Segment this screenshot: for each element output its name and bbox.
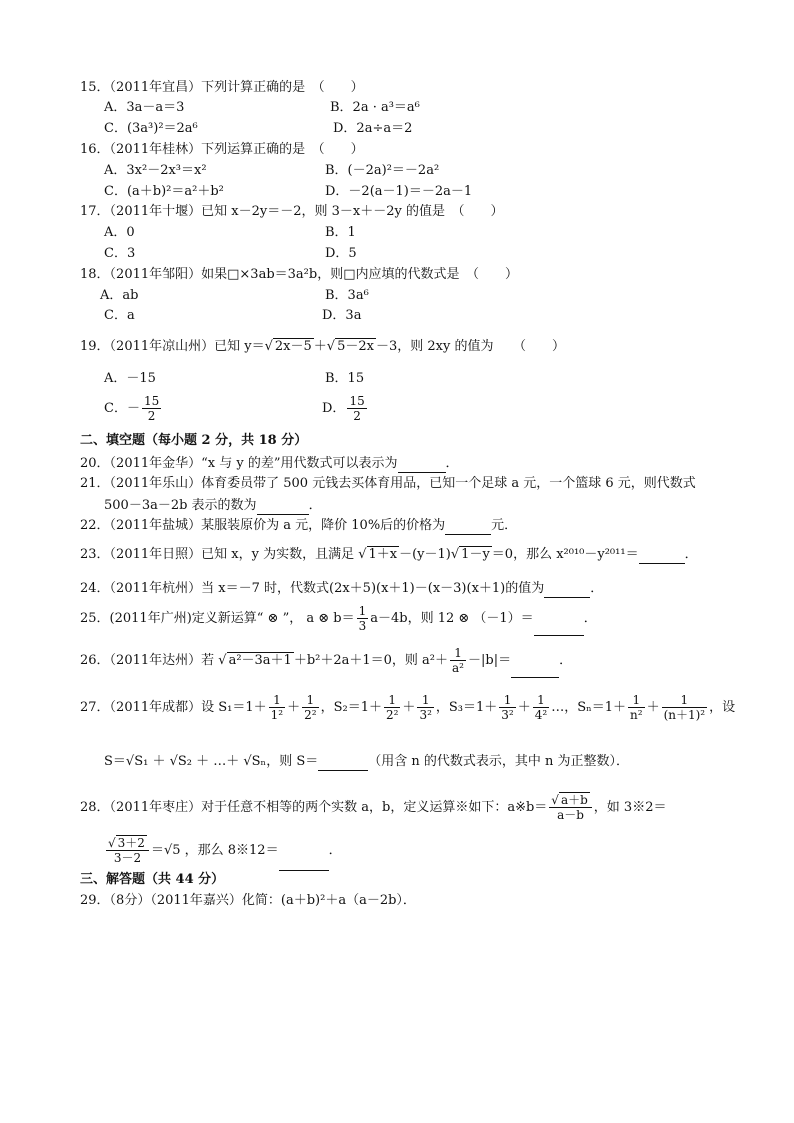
- answer-blank[interactable]: [279, 830, 329, 871]
- question-15-option-d: D．2a÷a＝2: [333, 121, 413, 136]
- question-26: 26．（2011年达州）若 √ a²－3a＋1 ＋b²＋2a＋1＝0，则 a²＋ $\frac{1}{\text{a²}}$ －|b|＝ ．: [80, 643, 572, 678]
- fraction: $\frac{15}{2}$: [143, 394, 160, 423]
- question-15-option-a: A．3a－a＝3: [104, 100, 185, 115]
- question-27-line1: 27．（2011年成都）设 S₁＝1＋ $\frac{1}{\text{1²}}$ ＋ $\frac{1}{\text{2²}}$ ，S₂＝1＋ $\frac{1}{\text{2²}}$ ＋ $\frac{1}{\text{3²}}$ ，S₃＝1＋ $\frac{1}{\text{3²}}$ ＋ $\frac{1}{\text{4²}}$ …，Sₙ＝1＋ $\frac{1}{\text{n²}}$ ＋ $\frac{1}{\text{(n＋1)²}}$ ，设: [80, 693, 736, 722]
- answer-blank[interactable]: [398, 454, 446, 473]
- fraction: $\frac{15}{2}$: [349, 394, 365, 423]
- question-29: 29．（8分）（2011年嘉兴）化简：(a＋b)²＋a（a－2b）．: [80, 893, 416, 908]
- question-23: 23．（2011年日照）已知 x，y 为实数，且满足 √ 1＋x －(y－1)√ 1－y ＝0，那么 x²⁰¹⁰－y²⁰¹¹＝ ．: [80, 547, 698, 562]
- question-18-option-c: C．a: [104, 308, 135, 323]
- question-19-option-b: B．15: [325, 371, 365, 386]
- question-24: 24．（2011年杭州）当 x＝－7 时，代数式(2x＋5)(x＋1)－(x－3)(x＋1)的值为 ．: [80, 581, 604, 596]
- fraction: $\frac{1}{\text{a²}}$: [452, 646, 464, 675]
- question-28-line2: $\frac{√ 3+2}{3-2}$ ＝√5 ，那么 8※12＝ ．: [104, 830, 342, 871]
- answer-blank[interactable]: [544, 579, 590, 598]
- question-19-option-c: C．－ $\frac{15}{2}$: [104, 394, 160, 423]
- section-solve-heading: 三、解答题（共 44 分）: [80, 872, 225, 887]
- fraction: $\frac{√ a+b}{a-b}$: [549, 793, 592, 822]
- section-fill-in-heading: 二、填空题（每小题 2 分，共 18 分）: [80, 433, 308, 448]
- question-20: 20．（2011年金华）“x 与 y 的差”用代数式可以表示为 ．: [80, 456, 459, 471]
- question-28-line1: 28．（2011年枣庄）对于任意不相等的两个实数 a，b，定义运算※如下：a※b＝ $\frac{√ a+b}{a-b}$ ，如 3※2＝: [80, 793, 667, 822]
- question-16-option-b: B．(－2a)²＝－2a²: [325, 163, 440, 178]
- question-19-option-d: D． $\frac{15}{2}$: [322, 394, 365, 423]
- answer-blank[interactable]: [639, 545, 685, 564]
- answer-blank[interactable]: [445, 516, 491, 535]
- question-19-option-a: A．－15: [104, 371, 156, 386]
- answer-blank[interactable]: [318, 752, 368, 771]
- question-16-option-d: D．－2(a－1)＝－2a－1: [325, 184, 473, 199]
- question-18-option-a: A．ab: [100, 288, 139, 303]
- fraction: $\frac{√ 3+2}{3-2}$: [106, 836, 149, 865]
- question-15-stem: 15．（2011年宜昌）下列计算正确的是 （ ）: [80, 80, 364, 95]
- question-16-option-c: C．(a＋b)²＝a²＋b²: [104, 184, 224, 199]
- question-17-option-d: D．5: [325, 246, 357, 261]
- question-15-option-c: C．(3a³)²＝2a⁶: [104, 121, 198, 136]
- question-22: 22．（2011年盐城）某服装原价为 a 元，降价 10%后的价格为 元．: [80, 518, 518, 533]
- answer-blank[interactable]: [511, 643, 559, 678]
- fraction: $\frac{1}{3}$: [358, 604, 367, 633]
- question-18-option-b: B．3a⁶: [325, 288, 369, 303]
- answer-blank[interactable]: [534, 601, 584, 636]
- question-17-option-a: A．0: [104, 225, 135, 240]
- question-17-option-c: C．3: [104, 246, 136, 261]
- question-16-stem: 16．（2011年桂林）下列运算正确的是 （ ）: [80, 142, 364, 157]
- answer-blank[interactable]: [257, 496, 309, 515]
- question-25: 25．(2011年广州)定义新运算“ ⊗ ”， a ⊗ b＝ $\frac{1}{3}$ a－4b，则 12 ⊗ （－1）＝ ．: [80, 601, 597, 636]
- question-17-option-b: B．1: [325, 225, 356, 240]
- question-15-option-b: B．2a · a³＝a⁶: [330, 100, 420, 115]
- question-27-line2: S＝√S₁ ＋ √S₂ ＋ …＋ √Sₙ，则 S＝ （用含 n 的代数式表示，其中 n 为正整数）．: [104, 754, 630, 769]
- question-19-stem: 19．（2011年凉山州）已知 y＝√ 2x－5 ＋√ 5－2x －3，则 2xy 的值为 （ ）: [80, 339, 565, 354]
- question-18-option-d: D．3a: [322, 308, 362, 323]
- question-21-line2: 500－3a－2b 表示的数为 ．: [104, 498, 322, 513]
- question-21-line1: 21．（2011年乐山）体育委员带了 500 元钱去买体育用品，已知一个足球 a 元，一个篮球 6 元，则代数式: [80, 476, 696, 491]
- question-16-option-a: A．3x²－2x³＝x²: [104, 163, 207, 178]
- question-17-stem: 17．（2011年十堰）已知 x－2y＝－2，则 3－x＋－2y 的值是 （ ）: [80, 204, 504, 219]
- question-18-stem: 18．（2011年邹阳）如果□×3ab＝3a²b，则□内应填的代数式是 （ ）: [80, 267, 518, 282]
